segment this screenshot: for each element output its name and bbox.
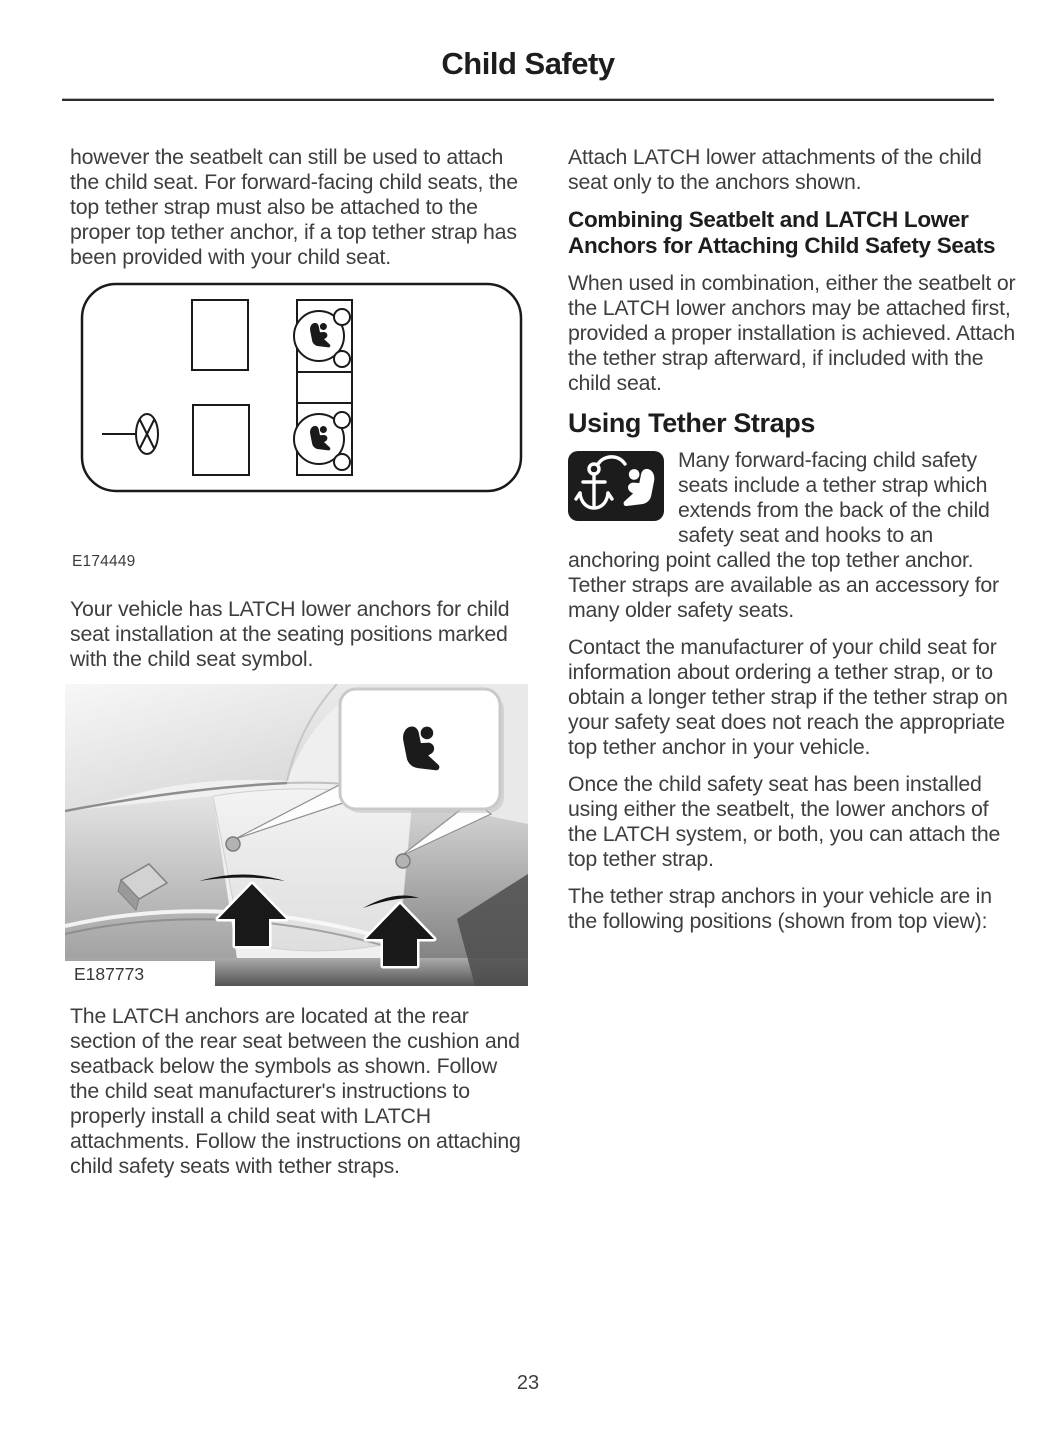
rear-seat-photo — [65, 684, 528, 986]
paragraph-latch: Your vehicle has LATCH lower anchors for child seat installation at the seating positions marked with the child seat symbol. — [70, 597, 510, 671]
tether-paragraph-block — [568, 448, 1020, 623]
seating-positions-diagram — [80, 282, 523, 493]
paragraph-attach: Attach LATCH lower attachments of the child seat only to the anchors shown. — [568, 145, 982, 194]
right-column — [568, 145, 1020, 946]
tether-strap-icon — [568, 451, 664, 521]
section-heading-tether-straps: Using Tether Straps — [568, 408, 815, 438]
page-title: Child Safety — [441, 46, 615, 81]
title-divider — [62, 98, 994, 101]
anchor-point-dot — [226, 837, 240, 851]
paragraph-anchor-location: The LATCH anchors are located at the rear section of the rear seat between the cushion and seatback below the symbols as shown. Follow the child seat manufacturer's instructions to properly install a child seat with LATCH attachments. Follow the instructions on attaching child safety seats with tether straps. — [70, 1004, 521, 1178]
paragraph-combination: When used in combination, either the seatbelt or the LATCH lower anchors may be attached first, provided a proper installation is achieved. Attach the tether strap afterward, if included with the child seat. — [568, 271, 1016, 395]
paragraph-anchor-positions: The tether strap anchors in your vehicle are in the following positions (shown from top view): — [568, 884, 992, 933]
figure-label: E187773 — [74, 964, 145, 984]
paragraph-tether-intro: Many forward-facing child safety seats include a tether strap which extends from the back of the child safety seat and hooks to an anchoring point called the top tether anchor. Tether straps are available as an accessory for many older safety seats. — [568, 448, 999, 622]
anchor-point-dot — [396, 854, 410, 868]
subheading-combining: Combining Seatbelt and LATCH Lower Anchors for Attaching Child Safety Seats — [568, 207, 996, 258]
left-column — [70, 145, 522, 1191]
tether-anchor-badge — [568, 451, 664, 521]
paragraph-once-installed: Once the child safety seat has been installed using either the seatbelt, the lower anchors of the LATCH system, or both, you can attach the top tether strap. — [568, 772, 1001, 871]
figure-seating-diagram — [80, 282, 523, 493]
figure-label: E174449 — [72, 553, 136, 570]
paragraph-intro: however the seatbelt can still be used to attach the child seat. For forward-facing child seats, the top tether strap must also be attached to the proper top tether anchor, if a top tether strap has been provided with your child seat. — [70, 145, 518, 269]
paragraph-contact: Contact the manufacturer of your child seat for information about ordering a tether strap, or to obtain a longer tether strap if the tether strap on your safety seat does not reach the appropriate top tether anchor in your vehicle. — [568, 635, 1008, 759]
figure-latch-anchors-photo — [65, 684, 528, 986]
page-number: 23 — [516, 1372, 540, 1394]
